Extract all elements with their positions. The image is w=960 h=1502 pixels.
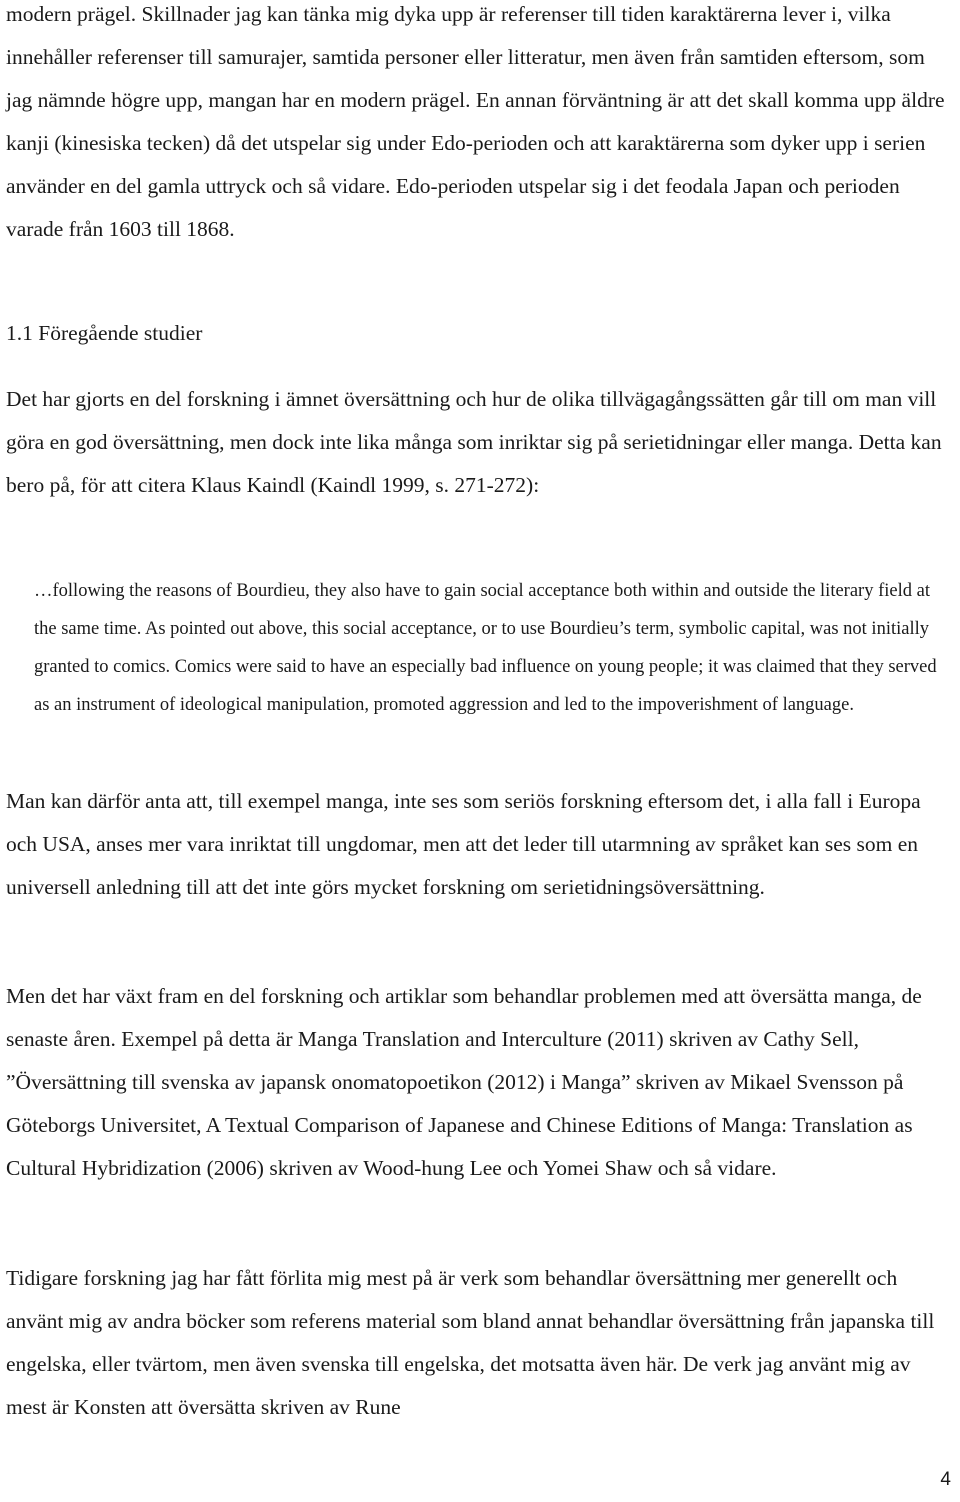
paragraph-manga-research: Man kan därför anta att, till exempel manga, inte ses som seriös forskning eftersom det, i alla fall i Europa och USA, anses mer vara inriktat till ungdomar, men att det leder till utarmning av språket kan ses som en universell anledning till att det inte görs mycket forskning om serietidningsöversättning. (6, 789, 921, 899)
paragraph-previous-research: Det har gjorts en del forskning i ämnet översättning och hur de olika tillvägagångssätten går till om man vill göra en god översättning, men dock inte lika många som inriktar sig på serietidningar eller manga. Detta kan bero på, för att citera Klaus Kaindl (Kaindl 1999, s. 271-272): (6, 387, 942, 497)
paragraph-edo-period: modern prägel. Skillnader jag kan tänka mig dyka upp är referenser till tiden karaktärerna lever i, vilka innehåller referenser till samurajer, samtida personer eller litteratur, men även från samtiden eftersom, som jag nämnde högre upp, mangan har en modern prägel. En annan förväntning är att det skall komma upp äldre kanji (kinesiska tecken) då det utspelar sig under Edo-perioden och att karaktärerna som dyker upp i serien använder en del gamla uttryck och så vidare. Edo-perioden utspelar sig i det feodala Japan och perioden varade från 1603 till 1868. (6, 2, 945, 241)
paragraph-recent-articles: Men det har växt fram en del forskning och artiklar som behandlar problemen med att översätta manga, de senaste åren. Exempel på detta är Manga Translation and Interculture (2011) skriven av Cathy Sell, ”Översättning till svenska av japansk onomatopoetikon (2012) i Manga” skriven av Mikael Svensson på Göteborgs Universitet, A Textual Comparison of Japanese and Chinese Editions of Manga: Translation as Cultural Hybridization (2006) skriven av Wood-hung Lee och Yomei Shaw och så vidare. (6, 984, 922, 1180)
paragraph-translation-works: Tidigare forskning jag har fått förlita mig mest på är verk som behandlar översättning mer generellt och använt mig av andra böcker som referens material som bland annat behandlar översättning från japanska till engelska, eller tvärtom, men även svenska till engelska, det motsatta även här. De verk jag använt mig av mest är Konsten att översätta skriven av Rune (6, 1266, 935, 1419)
page-number: 4 (940, 1469, 951, 1490)
section-heading: 1.1 Föregående studier (6, 321, 203, 345)
block-quote-kaindl: …following the reasons of Bourdieu, they also have to gain social acceptance both within and outside the literary field at the same time. As pointed out above, this social acceptance, or to use Bourdieu’s term, symbolic capital, was not initially granted to comics. Comics were said to have an especially bad influence on young people; it was claimed that they served as an instrument of ideological manipulation, promoted aggression and led to the impoverishment of language. (34, 581, 937, 715)
